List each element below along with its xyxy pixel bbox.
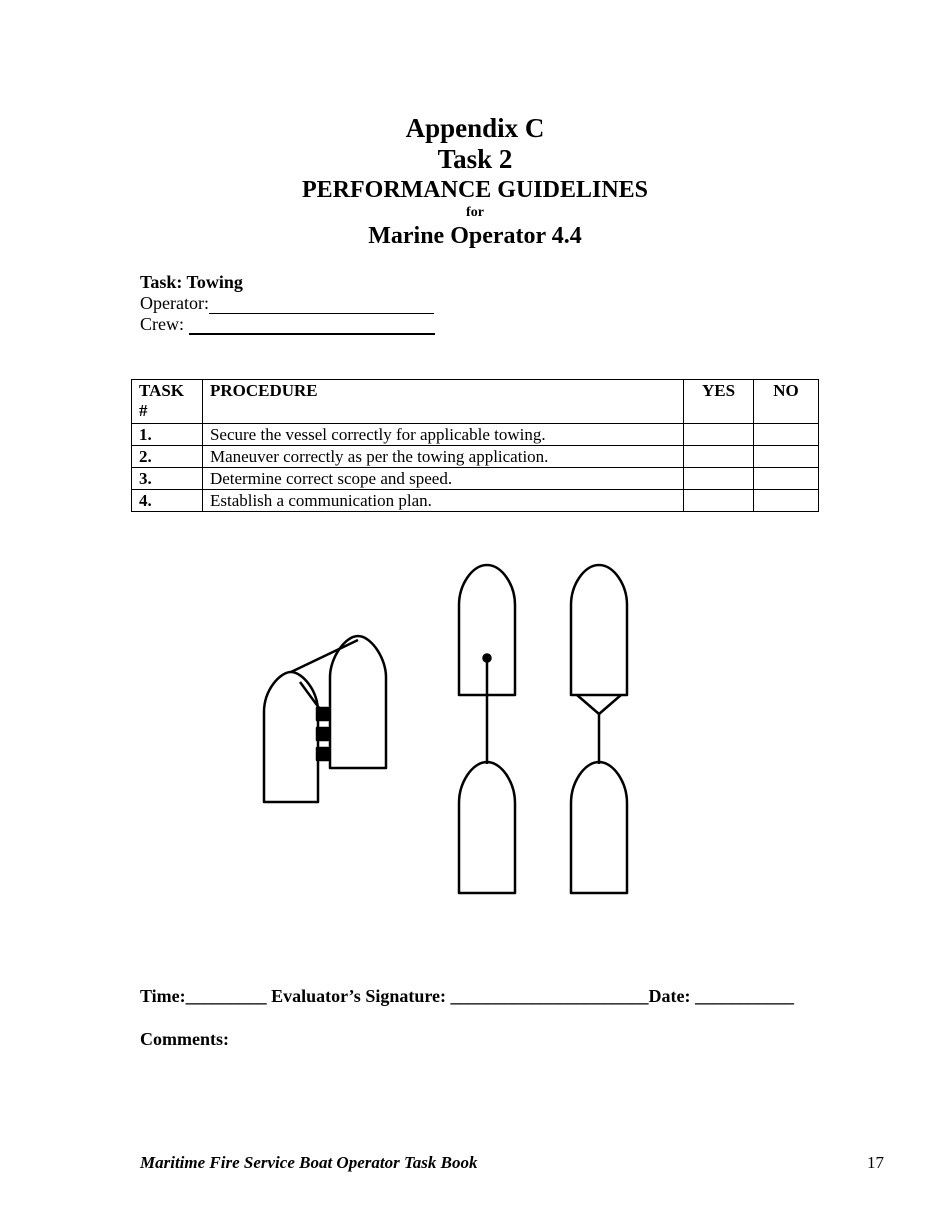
role-title: Marine Operator 4.4	[368, 223, 582, 249]
task-num: 3.	[132, 468, 203, 490]
page-number: 17	[867, 1153, 884, 1172]
for-word: for	[466, 205, 484, 220]
signature-line[interactable]: Time:_________ Evaluator’s Signature: ______________________Date: ___________	[140, 986, 794, 1006]
procedure-text: Maneuver correctly as per the towing application.	[202, 446, 683, 468]
towed-boat-outline	[264, 672, 318, 802]
task-num: 1.	[132, 424, 203, 446]
bridle-line	[577, 695, 621, 714]
towed-boat-outline	[571, 762, 627, 893]
operator-label: Operator:	[140, 293, 209, 313]
guidelines-title: PERFORMANCE GUIDELINES	[301, 177, 649, 203]
procedure-text: Determine correct scope and speed.	[202, 468, 683, 490]
towing-boat-outline	[330, 636, 386, 768]
fender	[317, 728, 328, 740]
appendix-title: Appendix C	[405, 113, 545, 143]
towing-boat-outline	[571, 565, 627, 695]
task-num: 4.	[132, 490, 203, 512]
header-yes: YES	[684, 380, 754, 424]
astern-tow-single-illustration	[459, 565, 515, 893]
tow-bitt	[484, 655, 491, 662]
fender	[317, 708, 328, 720]
task-label: Task: Towing	[140, 272, 243, 292]
comments-label: Comments:	[140, 1029, 229, 1049]
task-num: 2.	[132, 446, 203, 468]
tow-line	[291, 640, 358, 672]
astern-tow-bridle-illustration	[571, 565, 627, 893]
crew-label: Crew:	[140, 314, 184, 334]
fender	[317, 748, 328, 760]
header-task: TASK #	[132, 380, 203, 424]
task-number: Task 2	[437, 144, 513, 174]
hip-tow-illustration	[264, 636, 386, 802]
procedure-text: Secure the vessel correctly for applicable towing.	[202, 424, 683, 446]
procedure-text: Establish a communication plan.	[202, 490, 683, 512]
towed-boat-outline	[459, 762, 515, 893]
header-procedure: PROCEDURE	[202, 380, 683, 424]
footer-title: Maritime Fire Service Boat Operator Task Book	[140, 1153, 478, 1172]
header-no: NO	[754, 380, 819, 424]
